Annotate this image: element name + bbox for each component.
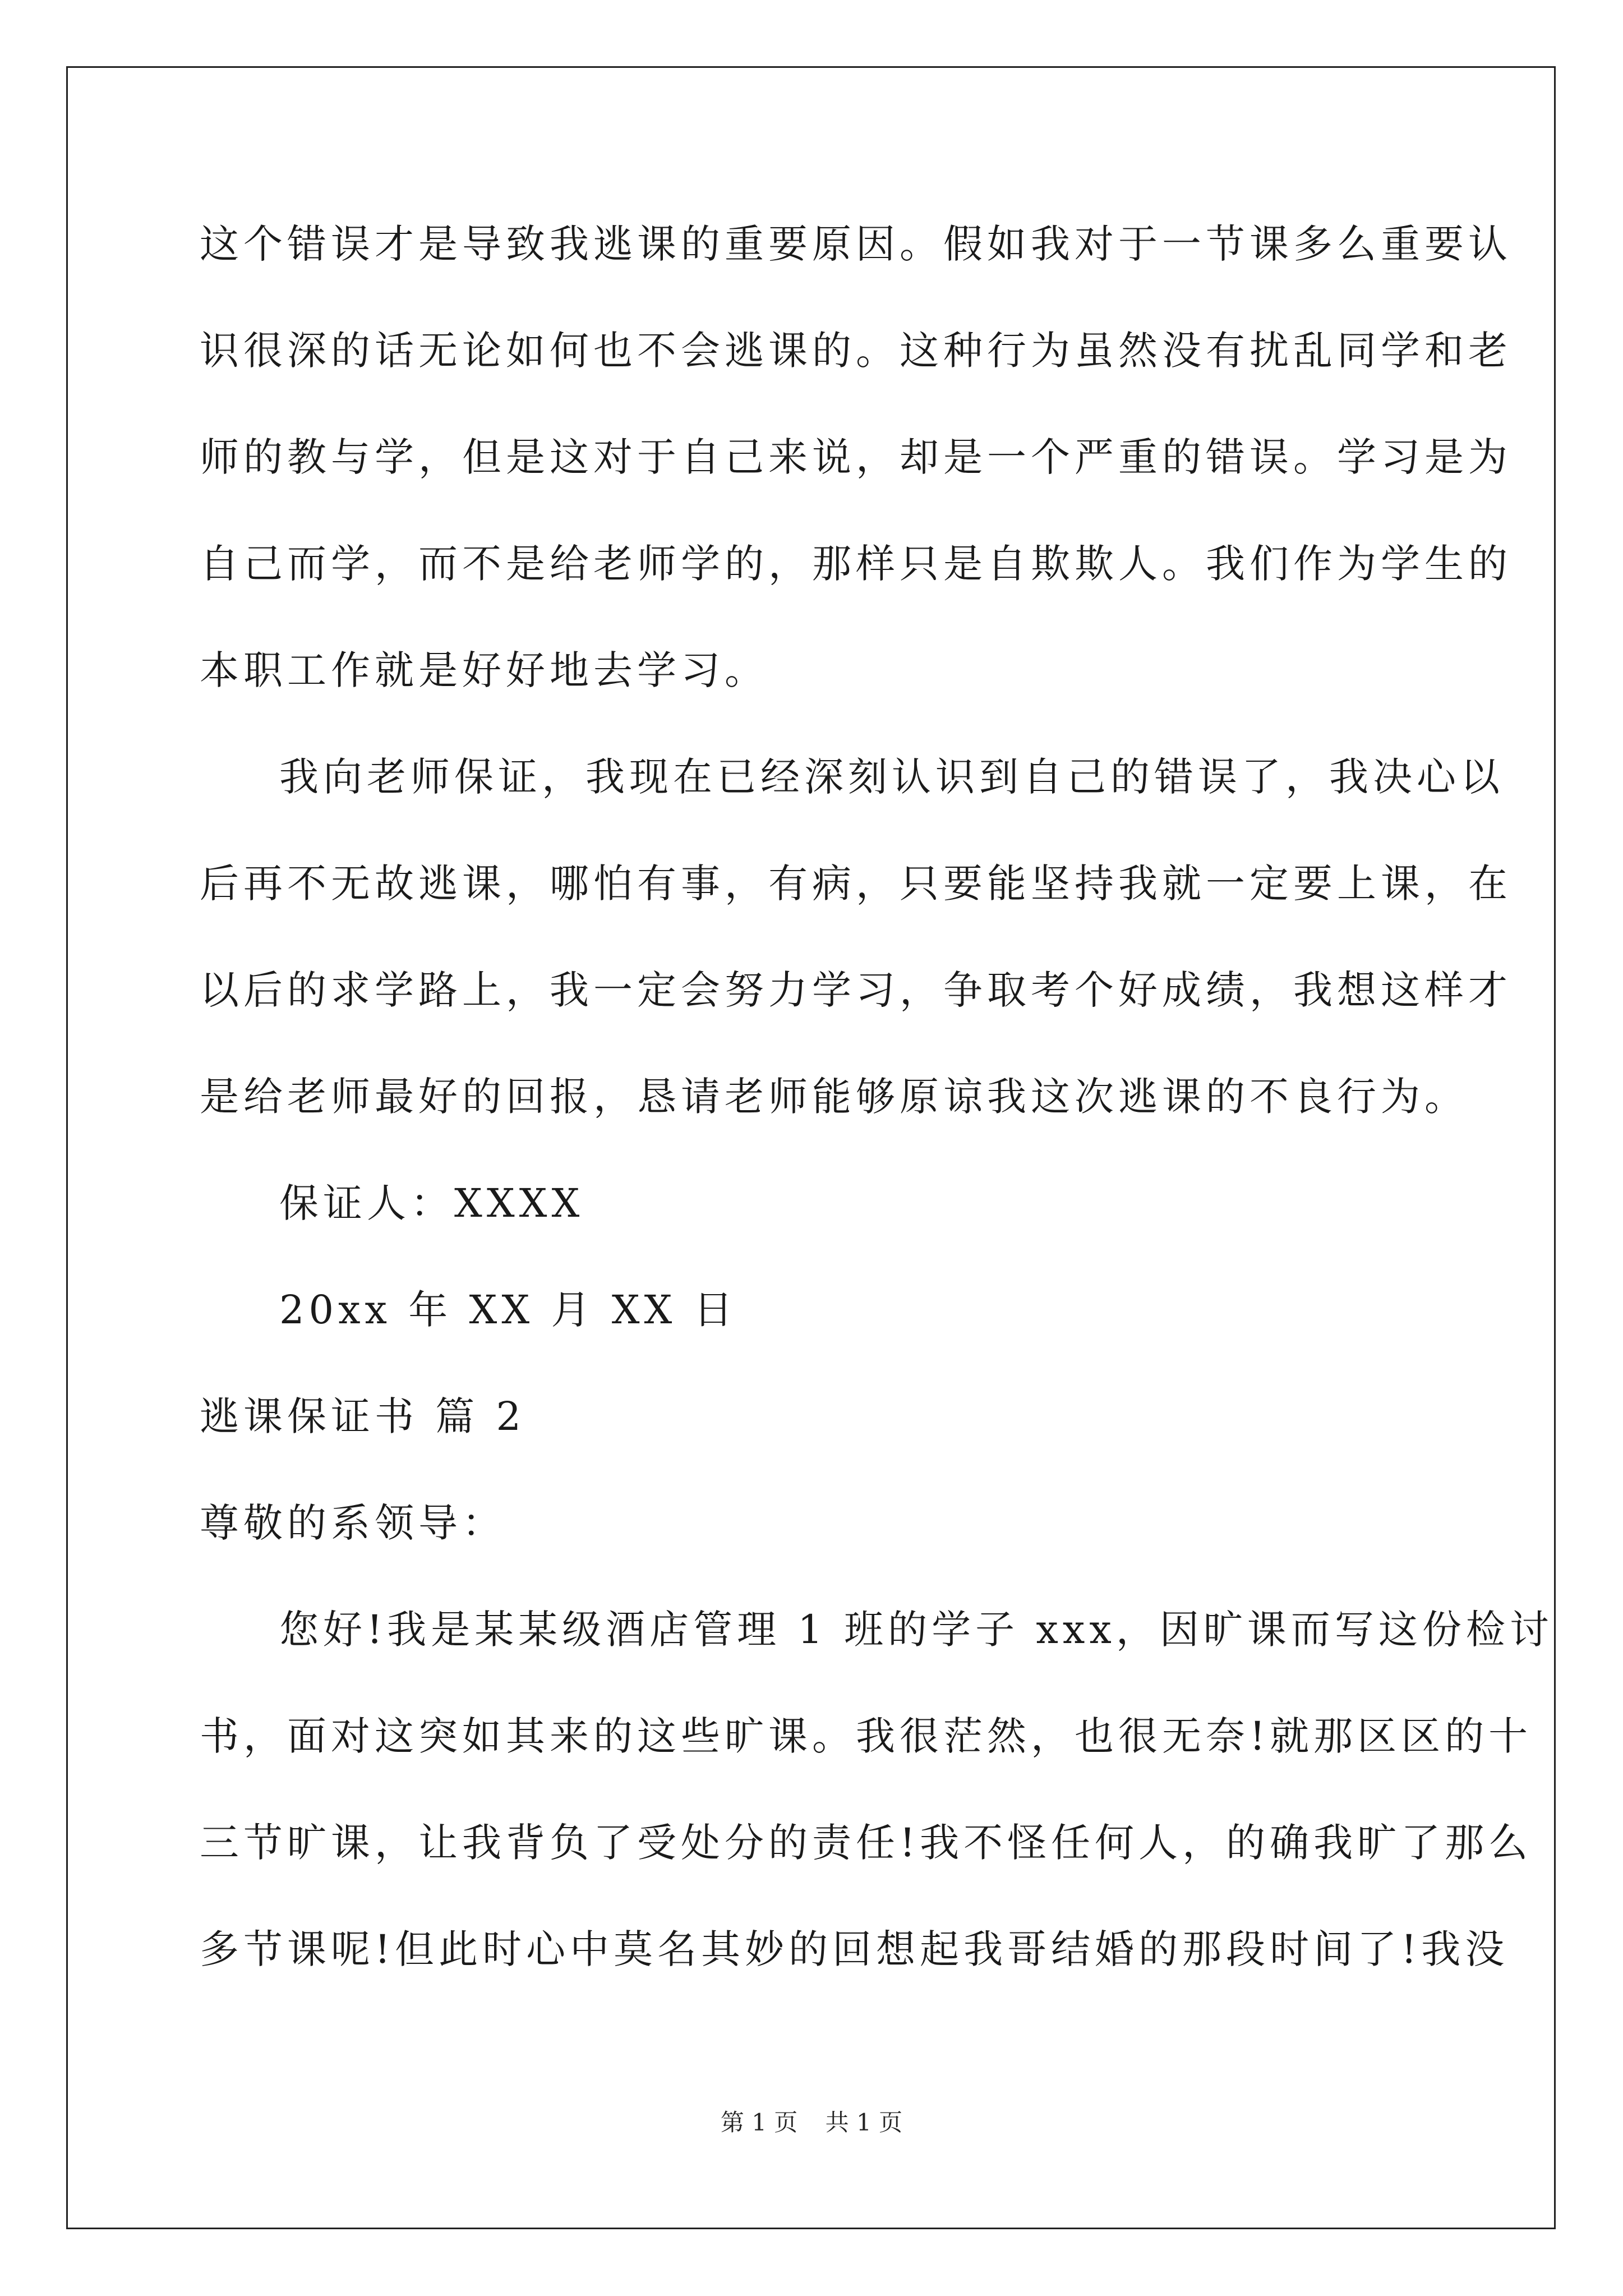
paragraph-line: 多节课呢!但此时心中莫名其妙的回想起我哥结婚的那段时间了!我没 — [200, 1926, 1509, 1972]
paragraph-line: 识很深的话无论如何也不会逃课的。这种行为虽然没有扰乱同学和老 — [200, 328, 1512, 374]
paragraph-line: 后再不无故逃课，哪怕有事，有病，只要能坚持我就一定要上课，在 — [200, 861, 1512, 907]
paragraph-line: 自己而学，而不是给老师学的，那样只是自欺欺人。我们作为学生的 — [200, 541, 1512, 587]
paragraph-line: 三节旷课，让我背负了受处分的责任!我不怪任何人，的确我旷了那么 — [200, 1820, 1533, 1866]
page-number: 第 1 页 — [720, 2109, 798, 2136]
paragraph-line: 是给老师最好的回报，恳请老师能够原谅我这次逃课的不良行为。 — [200, 1074, 1468, 1120]
paragraph-line: 以后的求学路上，我一定会努力学习，争取考个好成绩，我想这样才 — [200, 967, 1512, 1013]
paragraph-line: 我向老师保证，我现在已经深刻认识到自己的错误了，我决心以 — [279, 754, 1504, 800]
signature-line: 保证人：XXXX — [279, 1180, 584, 1226]
page-total: 共 1 页 — [825, 2109, 903, 2136]
paragraph-line: 师的教与学，但是这对于自己来说，却是一个严重的错误。学习是为 — [200, 434, 1512, 480]
paragraph-line: 书，面对这突如其来的这些旷课。我很茫然，也很无奈!就那区区的十 — [200, 1713, 1533, 1759]
salutation: 尊敬的系领导： — [200, 1500, 506, 1546]
section-heading: 逃课保证书 篇 2 — [200, 1393, 526, 1439]
paragraph-line: 这个错误才是导致我逃课的重要原因。假如我对于一节课多么重要认 — [200, 221, 1512, 267]
page-border — [66, 66, 1556, 2229]
date-line: 20xx 年 XX 月 XX 日 — [279, 1287, 737, 1333]
paragraph-line: 本职工作就是好好地去学习。 — [200, 647, 768, 693]
paragraph-line: 您好!我是某某级酒店管理 1 班的学子 xxx，因旷课而写这份检讨 — [279, 1607, 1553, 1653]
page-footer — [0, 2106, 1623, 2139]
